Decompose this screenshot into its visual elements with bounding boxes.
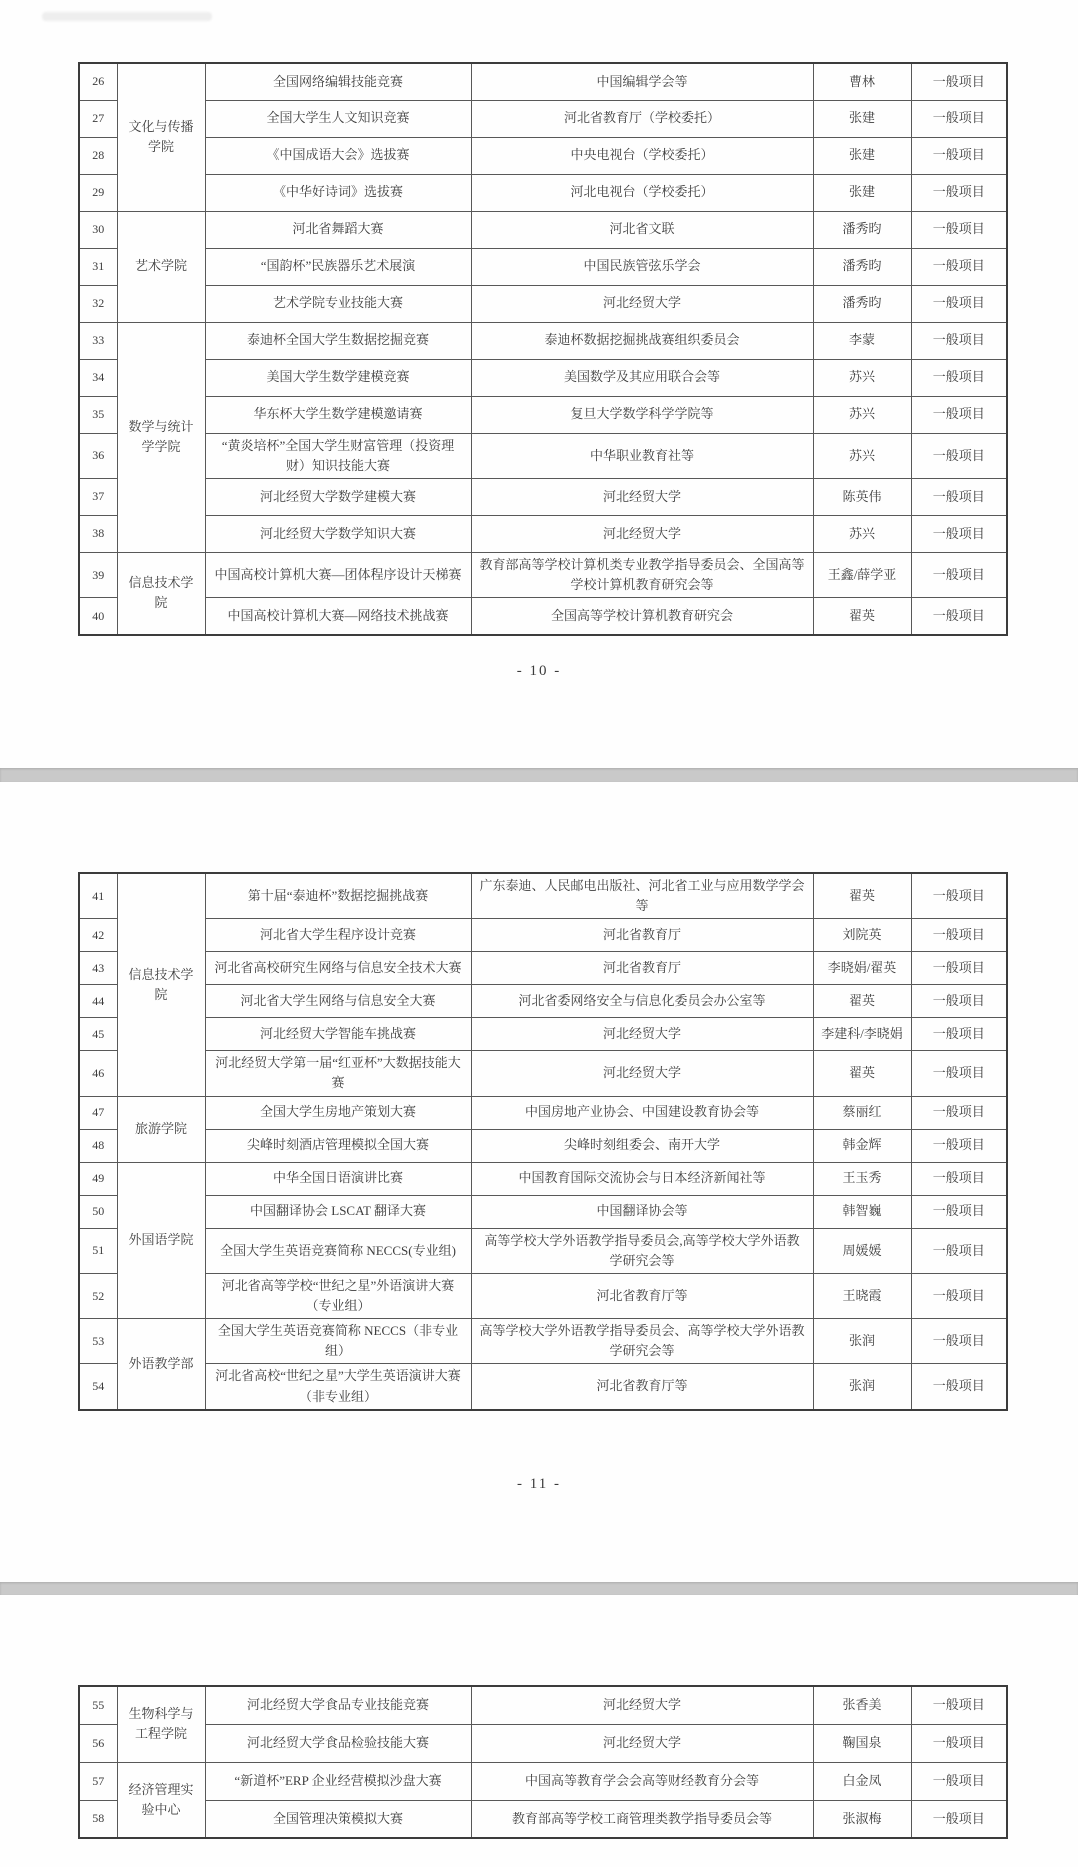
cell-leader: 张润 [813, 1364, 911, 1410]
cell-organizer: 河北省教育厅 [471, 919, 813, 952]
cell-organizer: 中国高等教育学会会高等财经教育分会等 [471, 1762, 813, 1800]
cell-leader: 张淑梅 [813, 1800, 911, 1838]
cell-college: 信息技术学院 [117, 552, 205, 634]
cell-leader: 张建 [813, 100, 911, 137]
cell-type: 一般项目 [911, 552, 1007, 597]
cell-college: 经济管理实验中心 [117, 1762, 205, 1838]
cell-leader: 潘秀昀 [813, 211, 911, 248]
table-row [79, 1051, 1007, 1096]
cell-organizer: 中央电视台（学校委托） [471, 137, 813, 174]
cell-organizer: 河北经贸大学 [471, 1686, 813, 1724]
page-number-footer: - 10 - [516, 663, 562, 679]
cell-organizer: 高等学校大学外语教学指导委员会,高等学校大学外语教学研究会等 [471, 1228, 813, 1273]
cell-organizer: 河北省教育厅 [471, 952, 813, 985]
cell-college: 旅游学院 [117, 1096, 205, 1162]
cell-organizer: 河北经贸大学 [471, 1051, 813, 1096]
cell-leader: 翟英 [813, 1051, 911, 1096]
table-row [79, 985, 1007, 1018]
cell-no: 28 [79, 137, 117, 174]
cell-leader: 张建 [813, 174, 911, 211]
cell-type: 一般项目 [911, 63, 1007, 100]
cell-no: 39 [79, 552, 117, 597]
table-row [79, 1129, 1007, 1162]
cell-type: 一般项目 [911, 137, 1007, 174]
cell-competition: 全国网络编辑技能竞赛 [205, 63, 471, 100]
cell-competition: 泰迪杯全国大学生数据挖掘竞赛 [205, 322, 471, 359]
cell-leader: 周媛媛 [813, 1228, 911, 1273]
cell-no: 51 [79, 1228, 117, 1273]
table-row [79, 1724, 1007, 1762]
cell-type: 一般项目 [911, 1724, 1007, 1762]
table-row [79, 1195, 1007, 1228]
cell-leader: 王鑫/薛学亚 [813, 552, 911, 597]
table-row [79, 952, 1007, 985]
table-row [79, 174, 1007, 211]
cell-no: 42 [79, 919, 117, 952]
cell-no: 37 [79, 478, 117, 515]
cell-organizer: 教育部高等学校工商管理类教学指导委员会等 [471, 1800, 813, 1838]
cell-leader: 李晓娟/翟英 [813, 952, 911, 985]
cell-competition: 华东杯大学生数学建模邀请赛 [205, 396, 471, 433]
page-separator-band [0, 1582, 1078, 1595]
cell-no: 50 [79, 1195, 117, 1228]
cell-leader: 王晓霞 [813, 1273, 911, 1318]
cell-organizer: 中国教育国际交流协会与日本经济新闻社等 [471, 1162, 813, 1195]
cell-no: 49 [79, 1162, 117, 1195]
cell-no: 40 [79, 598, 117, 635]
cell-leader: 韩金辉 [813, 1129, 911, 1162]
cell-type: 一般项目 [911, 1686, 1007, 1724]
cell-type: 一般项目 [911, 1195, 1007, 1228]
table-row [79, 873, 1007, 919]
table-row [79, 552, 1007, 597]
table-row [79, 1800, 1007, 1838]
cell-college: 外国语学院 [117, 1162, 205, 1319]
cell-leader: 曹林 [813, 63, 911, 100]
cell-type: 一般项目 [911, 515, 1007, 552]
cell-organizer: 河北经贸大学 [471, 515, 813, 552]
table-row [79, 285, 1007, 322]
cell-competition: 艺术学院专业技能大赛 [205, 285, 471, 322]
cell-organizer: 河北省教育厅等 [471, 1364, 813, 1410]
competition-table-page-12 [78, 1685, 1008, 1839]
cell-type: 一般项目 [911, 100, 1007, 137]
competition-table-page-11 [78, 872, 1008, 1411]
cell-competition: 美国大学生数学建模竞赛 [205, 359, 471, 396]
table-row [79, 1273, 1007, 1318]
cell-no: 41 [79, 873, 117, 919]
cell-competition: 《中国成语大会》选拔赛 [205, 137, 471, 174]
cell-type: 一般项目 [911, 248, 1007, 285]
page-separator-band [0, 768, 1078, 782]
cell-organizer: 河北省教育厅等 [471, 1273, 813, 1318]
cell-type: 一般项目 [911, 873, 1007, 919]
table-row [79, 1162, 1007, 1195]
cell-type: 一般项目 [911, 285, 1007, 322]
cell-no: 32 [79, 285, 117, 322]
cell-organizer: 河北省委网络安全与信息化委员会办公室等 [471, 985, 813, 1018]
cell-no: 47 [79, 1096, 117, 1129]
cell-competition: 河北经贸大学食品检验技能大赛 [205, 1724, 471, 1762]
cell-organizer: 中华职业教育社等 [471, 433, 813, 478]
cell-leader: 苏兴 [813, 359, 911, 396]
cell-leader: 苏兴 [813, 433, 911, 478]
cell-leader: 李蒙 [813, 322, 911, 359]
cell-no: 45 [79, 1018, 117, 1051]
cell-competition: “黄炎培杯”全国大学生财富管理（投资理财）知识技能大赛 [205, 433, 471, 478]
cell-leader: 翟英 [813, 873, 911, 919]
cell-no: 43 [79, 952, 117, 985]
cell-type: 一般项目 [911, 211, 1007, 248]
cell-competition: 河北省高校“世纪之星”大学生英语演讲大赛（非专业组） [205, 1364, 471, 1410]
table-row [79, 211, 1007, 248]
cell-competition: 全国大学生人文知识竞赛 [205, 100, 471, 137]
cell-type: 一般项目 [911, 598, 1007, 635]
table-row [79, 478, 1007, 515]
cell-no: 58 [79, 1800, 117, 1838]
table-row [79, 1228, 1007, 1273]
cell-organizer: 中国民族管弦乐学会 [471, 248, 813, 285]
table-row [79, 63, 1007, 100]
cell-type: 一般项目 [911, 478, 1007, 515]
cell-competition: “国韵杯”民族器乐艺术展演 [205, 248, 471, 285]
cell-leader: 蔡丽红 [813, 1096, 911, 1129]
cell-organizer: 高等学校大学外语教学指导委员会、高等学校大学外语教学研究会等 [471, 1319, 813, 1364]
table-row [79, 1319, 1007, 1364]
cell-no: 29 [79, 174, 117, 211]
cell-leader: 张建 [813, 137, 911, 174]
cell-type: 一般项目 [911, 322, 1007, 359]
cell-type: 一般项目 [911, 952, 1007, 985]
cell-leader: 潘秀昀 [813, 248, 911, 285]
cell-no: 52 [79, 1273, 117, 1318]
cell-no: 31 [79, 248, 117, 285]
cell-college: 艺术学院 [117, 211, 205, 322]
cell-competition: 全国大学生英语竞赛简称 NECCS(专业组) [205, 1228, 471, 1273]
cell-leader: 苏兴 [813, 515, 911, 552]
cell-no: 57 [79, 1762, 117, 1800]
table-row [79, 433, 1007, 478]
cell-no: 48 [79, 1129, 117, 1162]
cell-competition: 第十届“泰迪杯”数据挖掘挑战赛 [205, 873, 471, 919]
cell-leader: 潘秀昀 [813, 285, 911, 322]
cell-competition: 河北经贸大学智能车挑战赛 [205, 1018, 471, 1051]
cell-organizer: 河北省文联 [471, 211, 813, 248]
cell-organizer: 泰迪杯数据挖掘挑战赛组织委员会 [471, 322, 813, 359]
cell-no: 34 [79, 359, 117, 396]
page-number-footer: - 11 - [517, 1476, 561, 1492]
cell-no: 36 [79, 433, 117, 478]
table-row [79, 396, 1007, 433]
cell-no: 56 [79, 1724, 117, 1762]
cell-leader: 张润 [813, 1319, 911, 1364]
cell-college: 文化与传播学院 [117, 63, 205, 211]
cell-type: 一般项目 [911, 1364, 1007, 1410]
cell-competition: 河北经贸大学食品专业技能竞赛 [205, 1686, 471, 1724]
cell-type: 一般项目 [911, 1051, 1007, 1096]
cell-no: 54 [79, 1364, 117, 1410]
table-row [79, 1018, 1007, 1051]
cell-no: 46 [79, 1051, 117, 1096]
table-row [79, 1096, 1007, 1129]
cell-type: 一般项目 [911, 1273, 1007, 1318]
competition-table-page-10 [78, 62, 1008, 636]
cell-competition: 全国大学生房地产策划大赛 [205, 1096, 471, 1129]
cell-type: 一般项目 [911, 174, 1007, 211]
cell-college: 信息技术学院 [117, 873, 205, 1096]
table-row [79, 100, 1007, 137]
cell-no: 53 [79, 1319, 117, 1364]
cell-college: 外语教学部 [117, 1319, 205, 1410]
cell-organizer: 教育部高等学校计算机类专业教学指导委员会、全国高等学校计算机教育研究会等 [471, 552, 813, 597]
table-row [79, 1686, 1007, 1724]
cell-leader: 苏兴 [813, 396, 911, 433]
cell-no: 38 [79, 515, 117, 552]
cell-no: 27 [79, 100, 117, 137]
cell-leader: 翟英 [813, 598, 911, 635]
cell-type: 一般项目 [911, 1018, 1007, 1051]
cell-no: 33 [79, 322, 117, 359]
cell-no: 26 [79, 63, 117, 100]
cell-college: 生物科学与工程学院 [117, 1686, 205, 1762]
cell-competition: 尖峰时刻酒店管理模拟全国大赛 [205, 1129, 471, 1162]
cell-competition: 河北省大学生网络与信息安全大赛 [205, 985, 471, 1018]
cell-leader: 翟英 [813, 985, 911, 1018]
cell-leader: 鞠国泉 [813, 1724, 911, 1762]
cell-competition: 中华全国日语演讲比赛 [205, 1162, 471, 1195]
cell-organizer: 中国编辑学会等 [471, 63, 813, 100]
cell-type: 一般项目 [911, 985, 1007, 1018]
cell-competition: 中国翻译协会 LSCAT 翻译大赛 [205, 1195, 471, 1228]
cell-no: 44 [79, 985, 117, 1018]
cell-college: 数学与统计学学院 [117, 322, 205, 552]
cell-competition: 全国管理决策模拟大赛 [205, 1800, 471, 1838]
document-page-12 [0, 1595, 1078, 1867]
cell-no: 55 [79, 1686, 117, 1724]
table-row [79, 359, 1007, 396]
cell-leader: 韩智巍 [813, 1195, 911, 1228]
cell-competition: 《中华好诗词》选拔赛 [205, 174, 471, 211]
cell-competition: 中国高校计算机大赛—团体程序设计天梯赛 [205, 552, 471, 597]
cell-no: 35 [79, 396, 117, 433]
document-page-11 [0, 782, 1078, 1582]
cell-competition: 中国高校计算机大赛—网络技术挑战赛 [205, 598, 471, 635]
cell-competition: 河北经贸大学数学建模大赛 [205, 478, 471, 515]
cell-leader: 刘院英 [813, 919, 911, 952]
cell-type: 一般项目 [911, 433, 1007, 478]
cell-competition: 河北经贸大学数学知识大赛 [205, 515, 471, 552]
cell-organizer: 河北省教育厅（学校委托） [471, 100, 813, 137]
table-row [79, 919, 1007, 952]
cell-competition: 河北省大学生程序设计竞赛 [205, 919, 471, 952]
cell-organizer: 广东泰迪、人民邮电出版社、河北省工业与应用数学学会等 [471, 873, 813, 919]
cell-organizer: 美国数学及其应用联合会等 [471, 359, 813, 396]
scan-artifact [42, 12, 212, 21]
cell-type: 一般项目 [911, 359, 1007, 396]
cell-competition: 全国大学生英语竞赛简称 NECCS（非专业组） [205, 1319, 471, 1364]
cell-type: 一般项目 [911, 1762, 1007, 1800]
cell-type: 一般项目 [911, 396, 1007, 433]
cell-organizer: 河北经贸大学 [471, 1724, 813, 1762]
cell-competition: 河北省高校研究生网络与信息安全技术大赛 [205, 952, 471, 985]
cell-leader: 李建科/李晓娟 [813, 1018, 911, 1051]
cell-organizer: 全国高等学校计算机教育研究会 [471, 598, 813, 635]
table-row [79, 137, 1007, 174]
cell-leader: 王玉秀 [813, 1162, 911, 1195]
table-row [79, 248, 1007, 285]
table-row [79, 322, 1007, 359]
cell-type: 一般项目 [911, 1096, 1007, 1129]
cell-leader: 陈英伟 [813, 478, 911, 515]
cell-competition: “新道杯”ERP 企业经营模拟沙盘大赛 [205, 1762, 471, 1800]
cell-competition: 河北省舞蹈大赛 [205, 211, 471, 248]
cell-competition: 河北经贸大学第一届“红亚杯”大数据技能大赛 [205, 1051, 471, 1096]
cell-organizer: 河北经贸大学 [471, 478, 813, 515]
cell-organizer: 河北经贸大学 [471, 1018, 813, 1051]
cell-leader: 张香美 [813, 1686, 911, 1724]
table-row [79, 1364, 1007, 1410]
cell-type: 一般项目 [911, 1228, 1007, 1273]
cell-organizer: 河北经贸大学 [471, 285, 813, 322]
cell-type: 一般项目 [911, 1129, 1007, 1162]
cell-type: 一般项目 [911, 1800, 1007, 1838]
cell-organizer: 尖峰时刻组委会、南开大学 [471, 1129, 813, 1162]
cell-type: 一般项目 [911, 1319, 1007, 1364]
cell-leader: 白金凤 [813, 1762, 911, 1800]
cell-no: 30 [79, 211, 117, 248]
cell-organizer: 复旦大学数学科学学院等 [471, 396, 813, 433]
cell-competition: 河北省高等学校“世纪之星”外语演讲大赛（专业组） [205, 1273, 471, 1318]
table-row [79, 1762, 1007, 1800]
table-row [79, 598, 1007, 635]
cell-organizer: 中国房地产业协会、中国建设教育协会等 [471, 1096, 813, 1129]
cell-type: 一般项目 [911, 919, 1007, 952]
table-row [79, 515, 1007, 552]
cell-organizer: 中国翻译协会等 [471, 1195, 813, 1228]
document-page-10 [0, 0, 1078, 768]
cell-type: 一般项目 [911, 1162, 1007, 1195]
cell-organizer: 河北电视台（学校委托） [471, 174, 813, 211]
